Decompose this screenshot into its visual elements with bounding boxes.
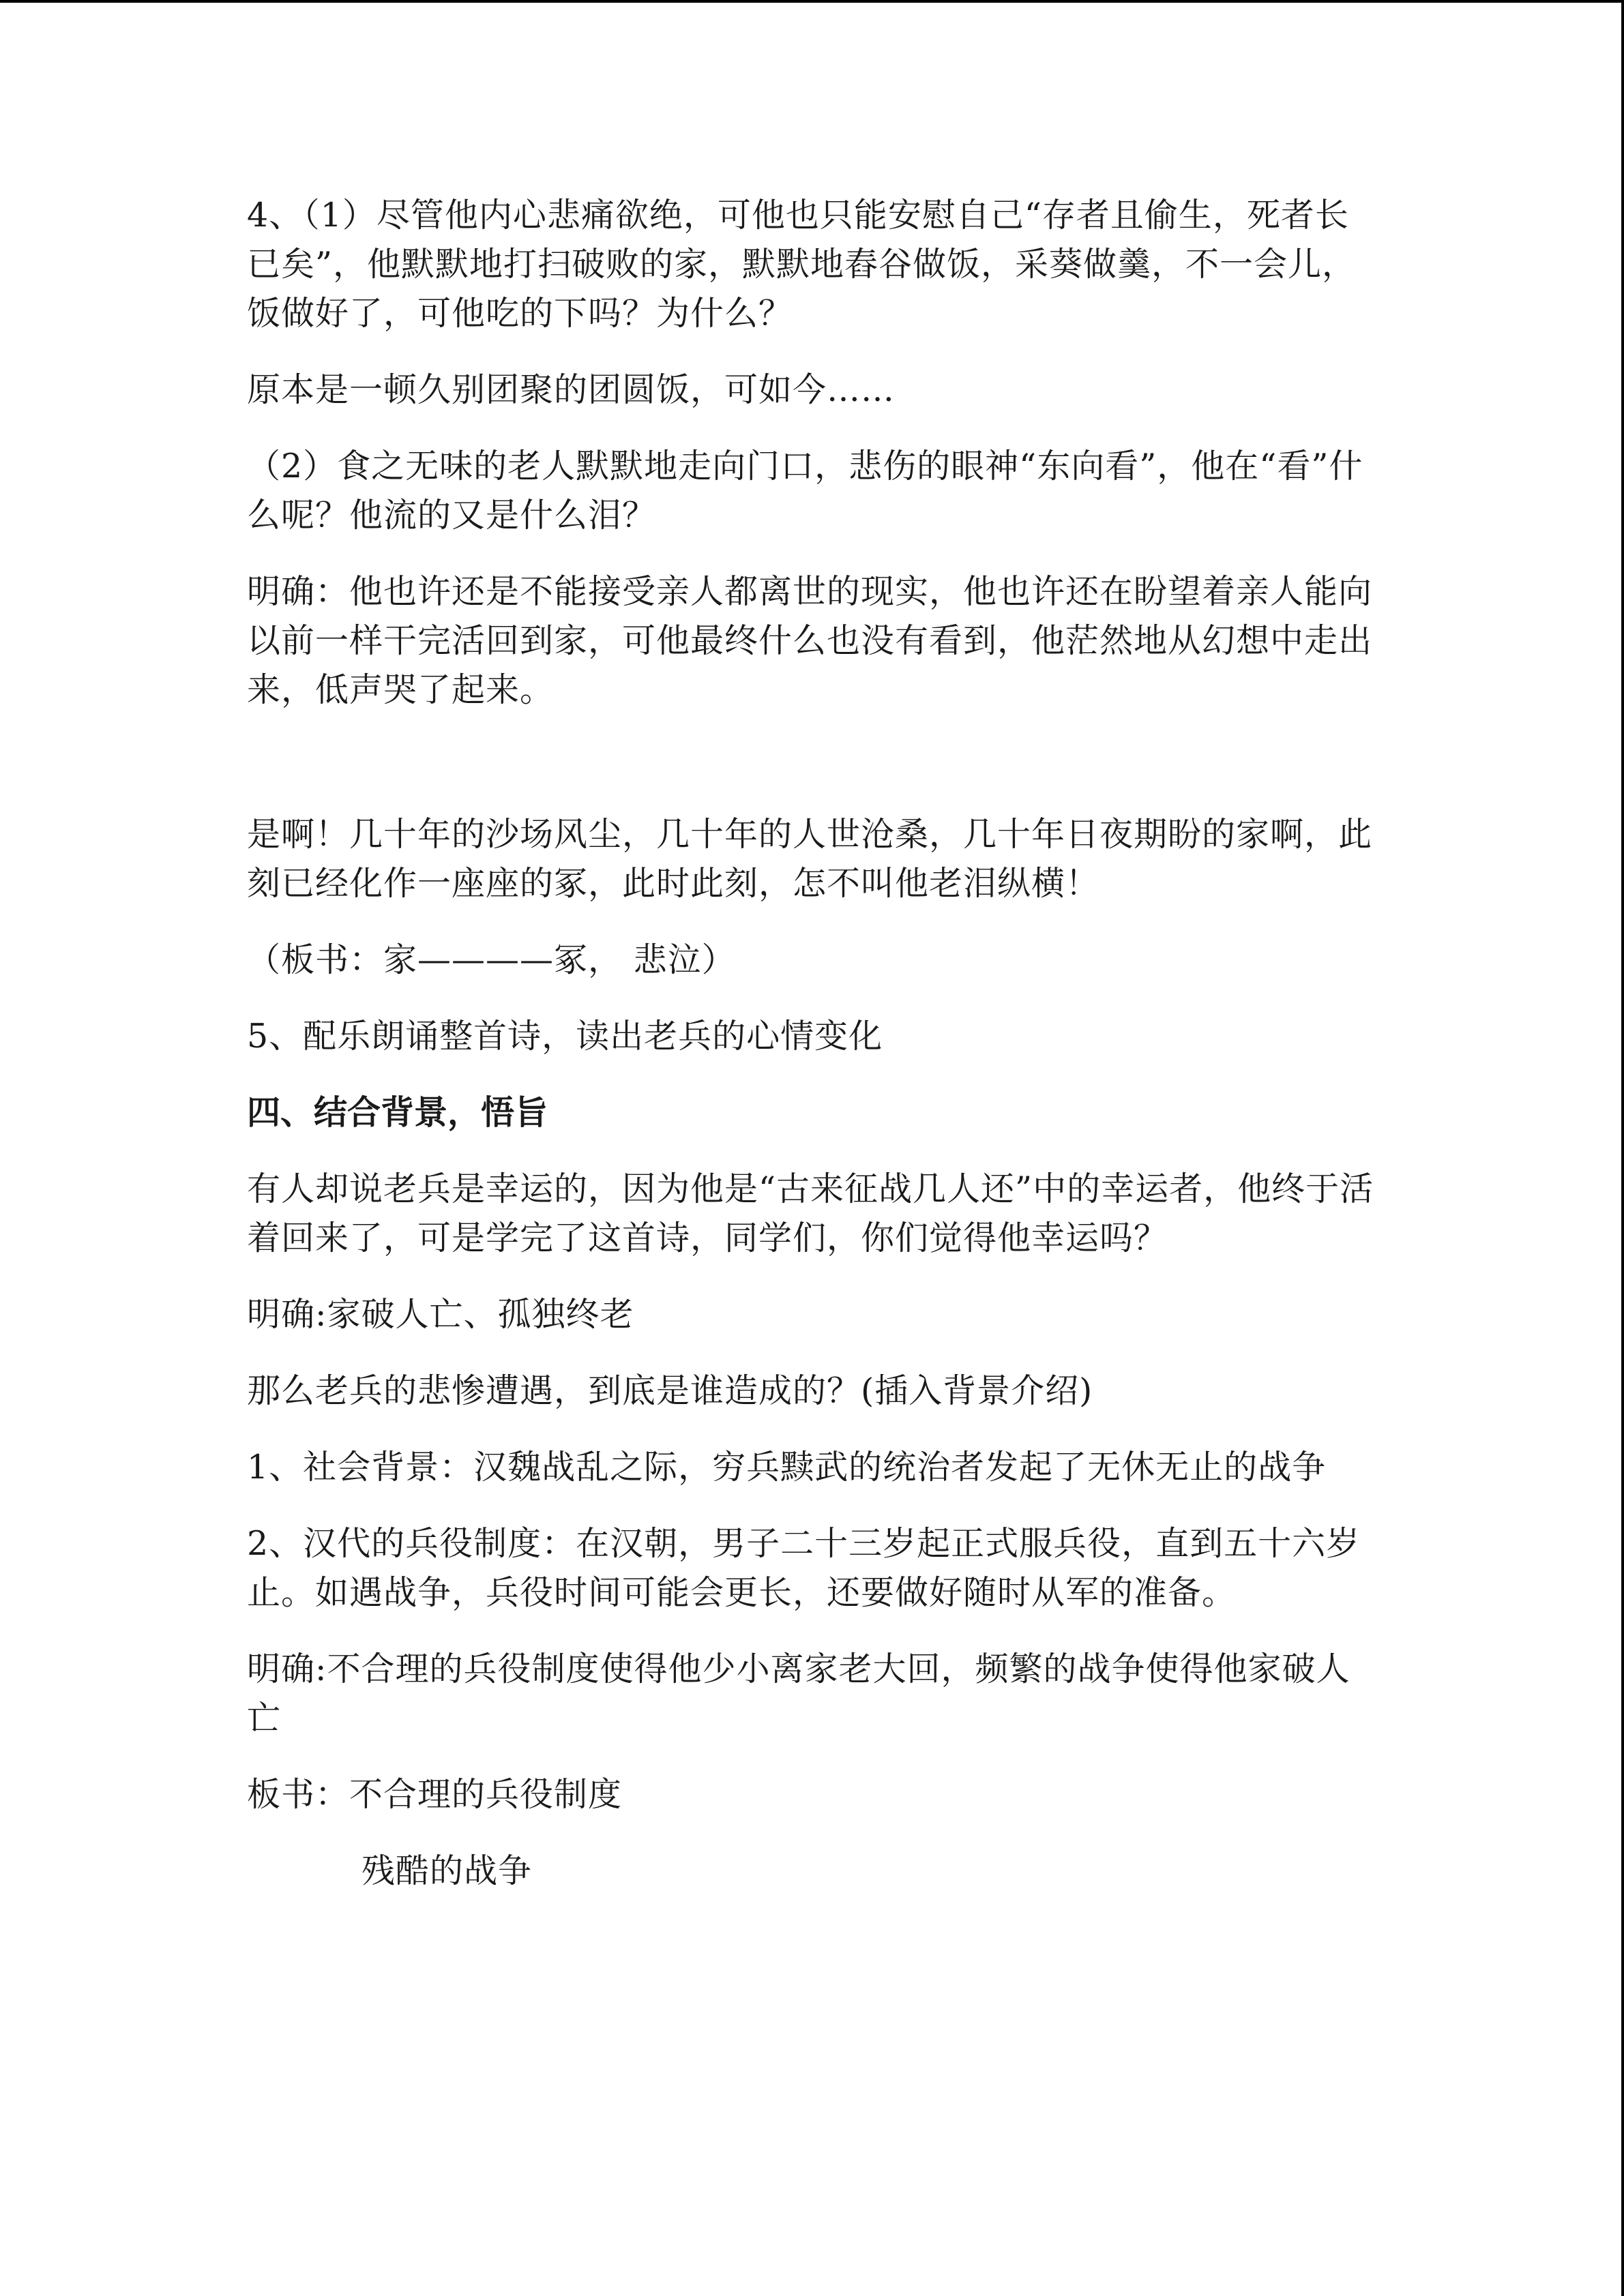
- paragraph-exclamation: 是啊！几十年的沙场风尘，几十年的人世沧桑，几十年日夜期盼的家啊，此刻已经化作一座座的冢，此时此刻，怎不叫他老泪纵横！: [247, 815, 1373, 903]
- paragraph-question-4-1: 4、（1）尽管他内心悲痛欲绝，可他也只能安慰自己“存者且偷生，死者长已矣”，他默默地打扫破败的家，默默地舂谷做饭，采葵做羹，不一会儿，饭做好了，可他吃的下吗？为什么？: [247, 196, 1357, 333]
- paragraph-military-system: 2、汉代的兵役制度：在汉朝，男子二十三岁起正式服兵役，直到五十六岁止。如遇战争，兵役时间可能会更长，还要做好随时从军的准备。: [247, 1524, 1361, 1612]
- page-top-border: [0, 0, 1624, 3]
- paragraph-answer-cause: 明确:不合理的兵役制度使得他少小离家老大回，频繁的战争使得他家破人亡: [247, 1650, 1350, 1738]
- paragraph-answer-lucky: 明确:家破人亡、孤独终老: [247, 1295, 634, 1334]
- paragraph-board-note-2: 板书：不合理的兵役制度: [247, 1775, 623, 1814]
- paragraph-cause-question: 那么老兵的悲惨遭遇，到底是谁造成的？(插入背景介绍): [247, 1371, 1093, 1410]
- paragraph-social-background: 1、社会背景：汉魏战乱之际，穷兵黩武的统治者发起了无休无止的战争: [247, 1448, 1327, 1487]
- page-right-border: [1621, 0, 1624, 2296]
- blank-gap: [247, 742, 1379, 810]
- paragraph-reunion-meal: 原本是一顿久别团聚的团圆饭，可如今……: [247, 370, 896, 409]
- paragraph-board-note-1: （板书：家————冢， 悲泣）: [247, 940, 736, 979]
- section-heading-4: 四、结合背景，悟旨: [247, 1093, 548, 1132]
- paragraph-answer-4-2: 明确：他也许还是不能接受亲人都离世的现实，他也许还在盼望着亲人能向以前一样干完活回到家，可他最终什么也没有看到，他茫然地从幻想中走出来，低声哭了起来。: [247, 572, 1373, 709]
- paragraph-lucky-question: 有人却说老兵是幸运的，因为他是“古来征战几人还”中的幸运者，他终于活着回来了，可是学完了这首诗，同学们，你们觉得他幸运吗？: [247, 1169, 1374, 1257]
- document-body: [247, 191, 1379, 1923]
- paragraph-question-4-2: （2）食之无味的老人默默地走向门口，悲伤的眼神“东向看”，他在“看”什么呢？他流的又是什么泪？: [247, 447, 1363, 535]
- paragraph-board-note-3: 残酷的战争: [361, 1851, 533, 1890]
- paragraph-step-5: 5、配乐朗诵整首诗，读出老兵的心情变化: [247, 1017, 883, 1056]
